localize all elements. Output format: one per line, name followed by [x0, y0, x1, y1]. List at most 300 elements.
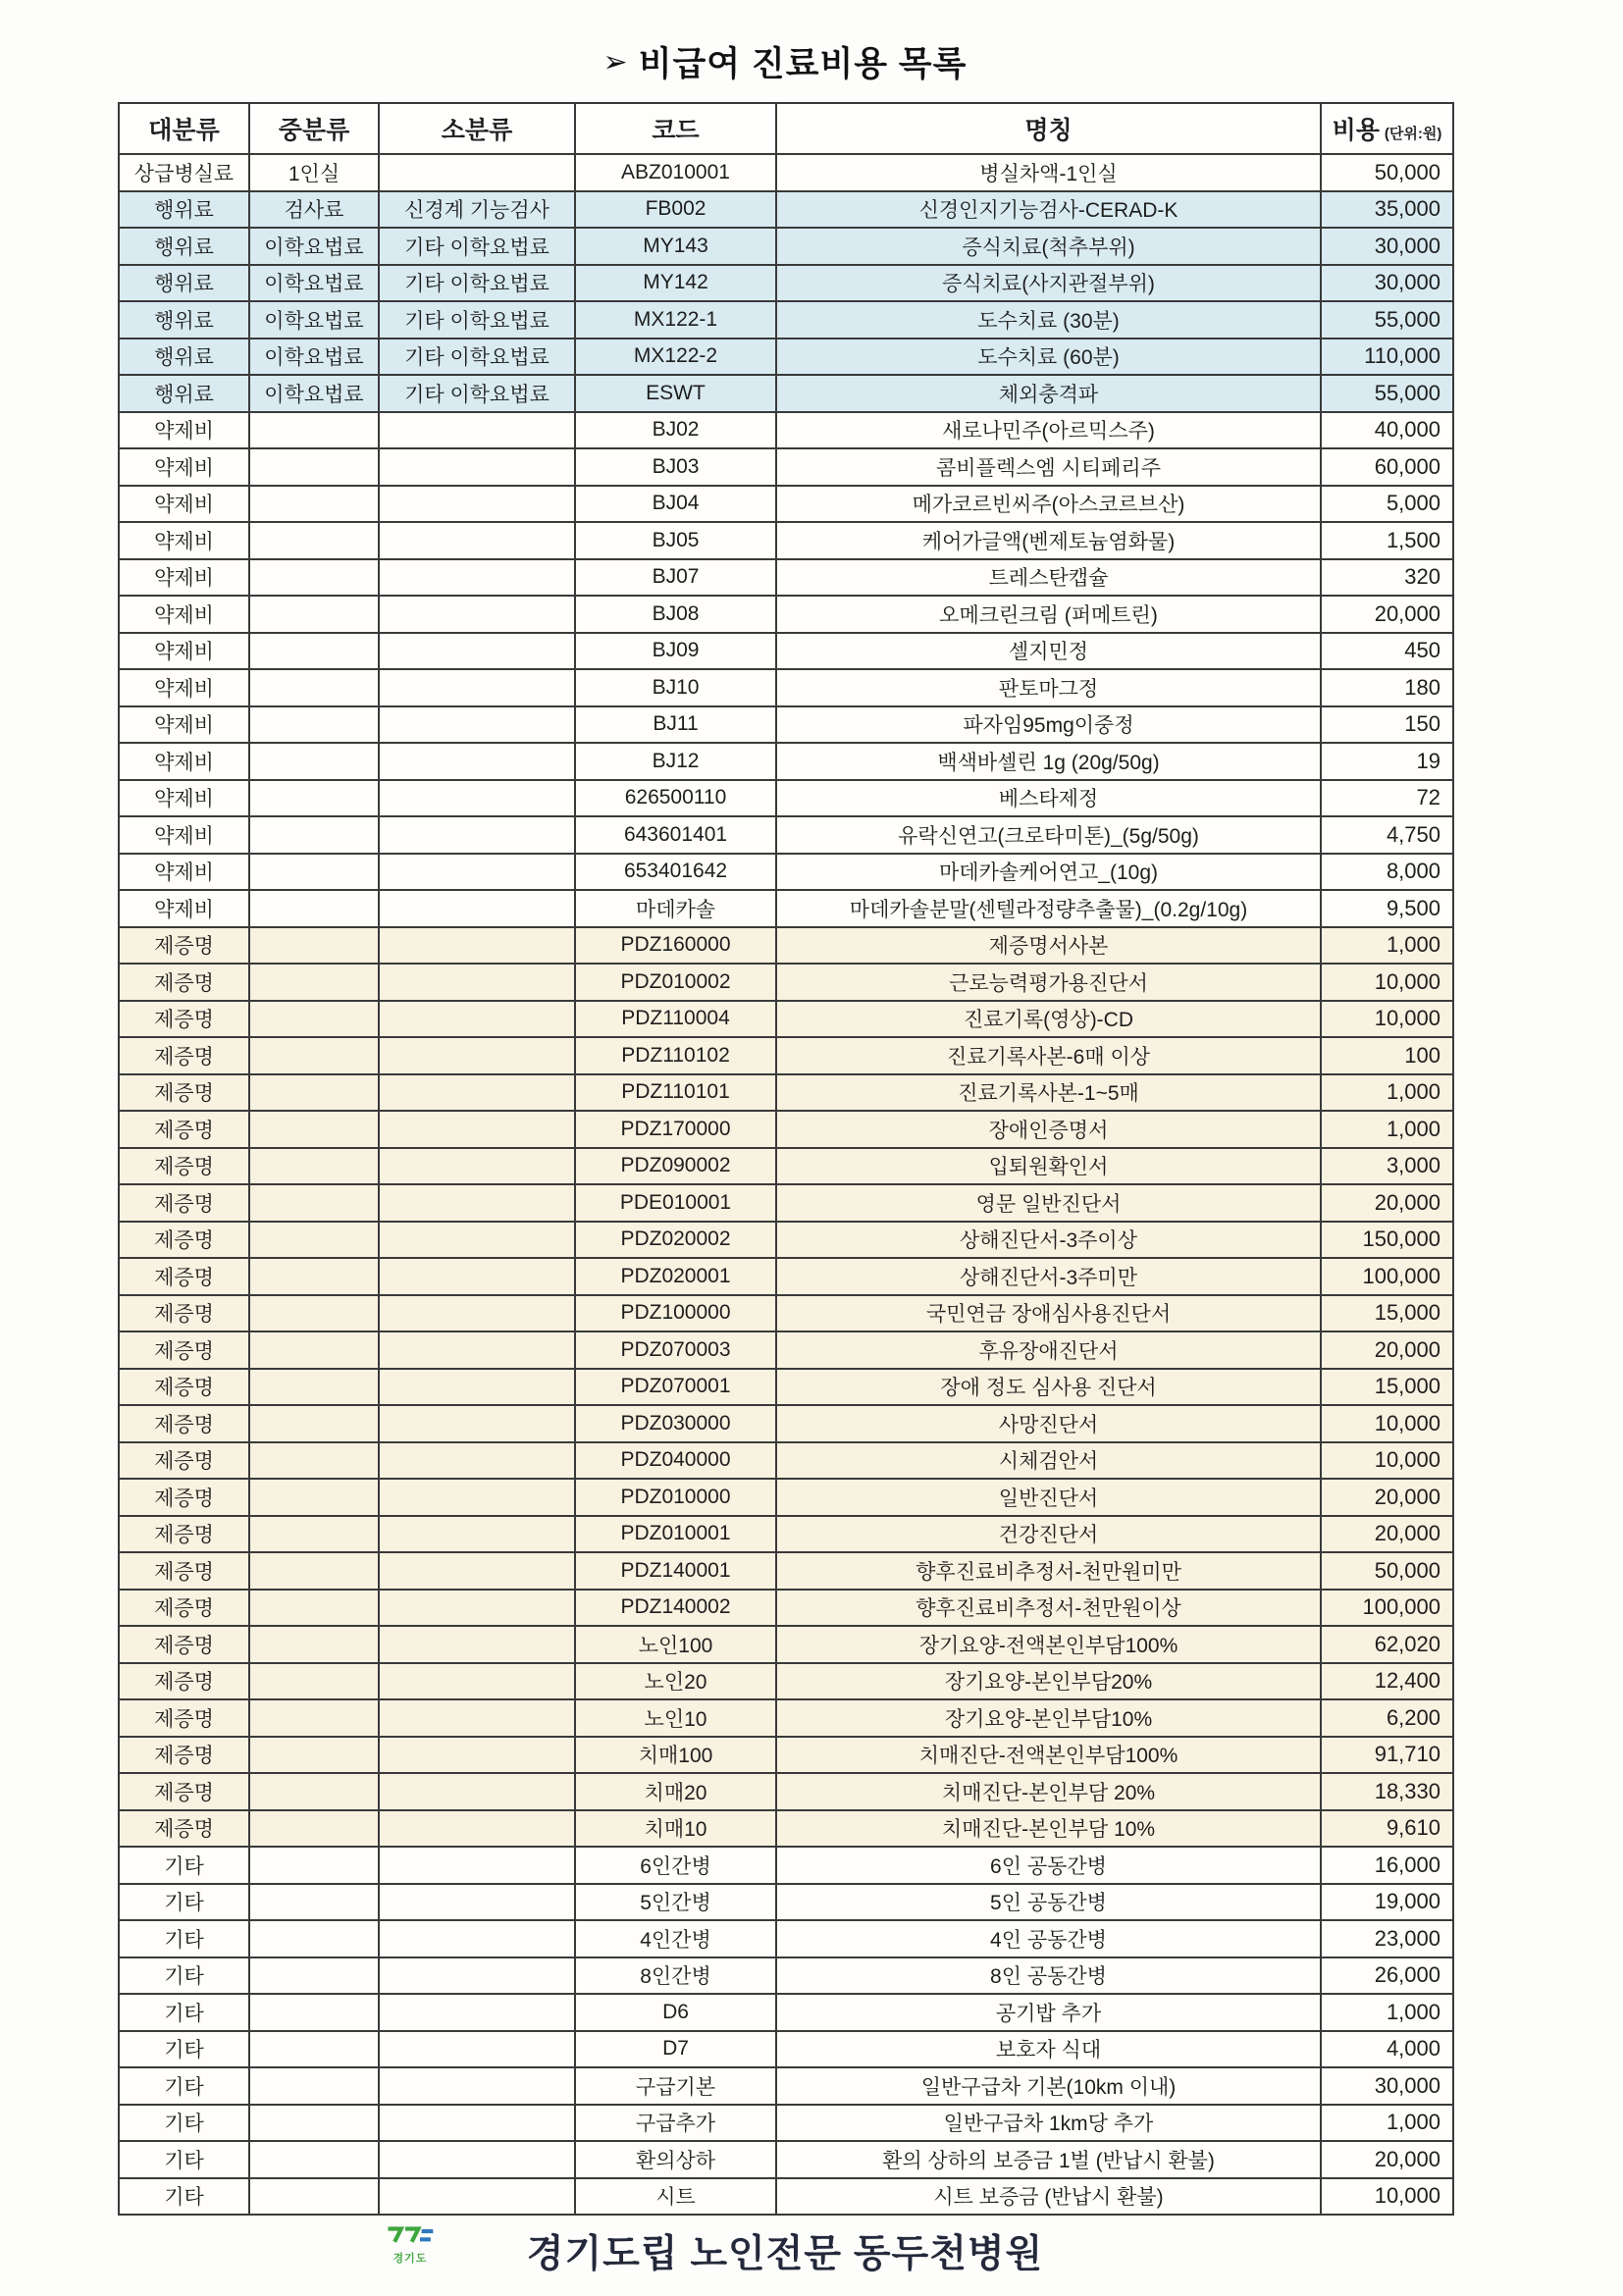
cell-subsubcategory: [379, 1699, 575, 1737]
cell-category: 약제비: [119, 780, 249, 817]
cell-category: 기타: [119, 1884, 249, 1921]
cell-name: 도수치료 (60분): [776, 339, 1321, 376]
cell-subcategory: [249, 927, 379, 965]
cell-cost: 320: [1321, 559, 1453, 597]
cell-subsubcategory: [379, 816, 575, 854]
cell-subcategory: [249, 669, 379, 706]
table-row: [119, 1331, 1453, 1369]
cell-subsubcategory: [379, 2141, 575, 2178]
table-row: [119, 412, 1453, 449]
cell-cost: 50,000: [1321, 1552, 1453, 1590]
column-header-name: 명칭: [776, 103, 1321, 154]
table-row: [119, 1369, 1453, 1406]
cell-code: 환의상하: [575, 2141, 776, 2178]
cell-cost: 23,000: [1321, 1920, 1453, 1957]
cell-code: 노인20: [575, 1663, 776, 1700]
cell-category: 기타: [119, 2105, 249, 2142]
cell-subcategory: [249, 854, 379, 891]
cell-category: 제증명: [119, 1479, 249, 1516]
cell-subsubcategory: [379, 448, 575, 486]
cell-name: 증식치료(사지관절부위): [776, 265, 1321, 302]
cell-subsubcategory: [379, 1405, 575, 1442]
cell-subsubcategory: 신경계 기능검사: [379, 191, 575, 229]
cell-category: 기타: [119, 2067, 249, 2105]
table-row: [119, 1001, 1453, 1038]
cell-code: ABZ010001: [575, 154, 776, 191]
cell-name: 체외충격파: [776, 375, 1321, 412]
cell-name: 베스타제정: [776, 780, 1321, 817]
cell-cost: 1,000: [1321, 2105, 1453, 2142]
cell-subcategory: [249, 1001, 379, 1038]
cell-category: 기타: [119, 1920, 249, 1957]
table-row: [119, 2178, 1453, 2216]
cell-code: PDZ110102: [575, 1037, 776, 1074]
cell-category: 제증명: [119, 1184, 249, 1222]
cell-subcategory: [249, 1920, 379, 1957]
cell-subsubcategory: [379, 1442, 575, 1480]
cell-code: 치매10: [575, 1810, 776, 1848]
cell-subsubcategory: [379, 1258, 575, 1295]
cell-cost: 50,000: [1321, 154, 1453, 191]
column-header-category: 대분류: [119, 103, 249, 154]
cell-code: BJ05: [575, 522, 776, 559]
cell-code: 4인간병: [575, 1920, 776, 1957]
cell-category: 제증명: [119, 1295, 249, 1332]
cell-name: 유락신연고(크로타미톤)_(5g/50g): [776, 816, 1321, 854]
cell-subcategory: [249, 890, 379, 927]
table-row: [119, 1847, 1453, 1884]
cell-code: 시트: [575, 2178, 776, 2216]
cell-cost: 450: [1321, 633, 1453, 670]
cell-code: 5인간병: [575, 1884, 776, 1921]
cell-subcategory: [249, 1773, 379, 1810]
cell-subsubcategory: [379, 486, 575, 523]
cell-name: 공기밥 추가: [776, 1994, 1321, 2031]
cell-name: 파자임95mg이중정: [776, 706, 1321, 744]
table-row: [119, 596, 1453, 633]
table-row: [119, 2141, 1453, 2178]
cell-category: 제증명: [119, 1663, 249, 1700]
cell-cost: 72: [1321, 780, 1453, 817]
cell-subcategory: [249, 1258, 379, 1295]
cell-name: 콤비플렉스엠 시티페리주: [776, 448, 1321, 486]
cell-subsubcategory: [379, 964, 575, 1001]
cell-name: 상해진단서-3주미만: [776, 1258, 1321, 1295]
cell-subsubcategory: [379, 1074, 575, 1112]
cell-subcategory: [249, 2178, 379, 2216]
table-row: [119, 1810, 1453, 1848]
cell-cost: 20,000: [1321, 1516, 1453, 1553]
cell-code: PDZ110004: [575, 1001, 776, 1038]
cell-subcategory: [249, 743, 379, 780]
cell-cost: 6,200: [1321, 1699, 1453, 1737]
cell-code: MY143: [575, 228, 776, 265]
cell-subsubcategory: [379, 1479, 575, 1516]
cell-category: 행위료: [119, 228, 249, 265]
cell-category: 약제비: [119, 854, 249, 891]
table-row: [119, 486, 1453, 523]
cell-category: 제증명: [119, 1516, 249, 1553]
cell-category: 제증명: [119, 1737, 249, 1774]
cell-cost: 20,000: [1321, 1331, 1453, 1369]
table-row: [119, 1920, 1453, 1957]
cell-code: 구급기본: [575, 2067, 776, 2105]
cell-cost: 20,000: [1321, 1184, 1453, 1222]
cell-code: PDZ140001: [575, 1552, 776, 1590]
cell-subcategory: [249, 1847, 379, 1884]
cell-code: PDZ040000: [575, 1442, 776, 1480]
table-row: [119, 1184, 1453, 1222]
cell-subsubcategory: [379, 1884, 575, 1921]
cell-cost: 26,000: [1321, 1957, 1453, 1995]
cell-name: 4인 공동간병: [776, 1920, 1321, 1957]
cell-name: 치매진단-전액본인부담100%: [776, 1737, 1321, 1774]
cell-name: 장기요양-전액본인부담100%: [776, 1626, 1321, 1663]
cell-subcategory: [249, 1222, 379, 1259]
cell-subsubcategory: [379, 1810, 575, 1848]
cell-code: BJ12: [575, 743, 776, 780]
cell-cost: 1,000: [1321, 1994, 1453, 2031]
cell-name: 장기요양-본인부담20%: [776, 1663, 1321, 1700]
cell-code: 653401642: [575, 854, 776, 891]
cell-cost: 180: [1321, 669, 1453, 706]
cell-subcategory: [249, 1074, 379, 1112]
table-row: [119, 1699, 1453, 1737]
cell-category: 기타: [119, 1994, 249, 2031]
cell-cost: 15,000: [1321, 1295, 1453, 1332]
cell-subcategory: [249, 2067, 379, 2105]
cell-cost: 110,000: [1321, 339, 1453, 376]
cell-subsubcategory: [379, 1037, 575, 1074]
cell-subcategory: 이학요법료: [249, 339, 379, 376]
table-row: [119, 1148, 1453, 1185]
cell-subsubcategory: [379, 743, 575, 780]
cell-name: 도수치료 (30분): [776, 301, 1321, 339]
table-row: [119, 816, 1453, 854]
cell-category: 약제비: [119, 743, 249, 780]
cell-category: 제증명: [119, 1074, 249, 1112]
cell-subsubcategory: 기타 이학요법료: [379, 339, 575, 376]
column-header-subsubcategory: 소분류: [379, 103, 575, 154]
cell-subsubcategory: [379, 1148, 575, 1185]
cell-code: 치매20: [575, 1773, 776, 1810]
cell-subsubcategory: 기타 이학요법료: [379, 265, 575, 302]
table-row: [119, 2067, 1453, 2105]
cell-name: 6인 공동간병: [776, 1847, 1321, 1884]
cell-cost: 4,750: [1321, 816, 1453, 854]
gyeonggi-logo-label: 경기도: [393, 2253, 428, 2265]
cell-cost: 150,000: [1321, 1222, 1453, 1259]
cell-subsubcategory: [379, 1957, 575, 1995]
table-row: [119, 1516, 1453, 1553]
cell-code: MX122-1: [575, 301, 776, 339]
cell-name: 신경인지기능검사-CERAD-K: [776, 191, 1321, 229]
cell-subsubcategory: [379, 1552, 575, 1590]
cell-code: ESWT: [575, 375, 776, 412]
cell-subsubcategory: 기타 이학요법료: [379, 375, 575, 412]
cell-subcategory: [249, 448, 379, 486]
cell-subsubcategory: [379, 1516, 575, 1553]
cell-subcategory: [249, 522, 379, 559]
cell-code: D7: [575, 2031, 776, 2068]
cell-subcategory: [249, 780, 379, 817]
cell-cost: 9,610: [1321, 1810, 1453, 1848]
cell-subcategory: [249, 1552, 379, 1590]
cell-cost: 15,000: [1321, 1369, 1453, 1406]
cell-name: 5인 공동간병: [776, 1884, 1321, 1921]
cell-subsubcategory: [379, 1590, 575, 1627]
cell-name: 장애인증명서: [776, 1111, 1321, 1148]
cell-code: BJ03: [575, 448, 776, 486]
table-row: [119, 1222, 1453, 1259]
table-row: [119, 375, 1453, 412]
cell-category: 약제비: [119, 669, 249, 706]
cell-category: 행위료: [119, 339, 249, 376]
table-header-row: [119, 103, 1453, 154]
cell-subsubcategory: [379, 890, 575, 927]
cell-cost: 10,000: [1321, 2178, 1453, 2216]
cell-category: 제증명: [119, 1626, 249, 1663]
cell-category: 약제비: [119, 559, 249, 597]
cell-name: 영문 일반진단서: [776, 1184, 1321, 1222]
cell-subsubcategory: [379, 522, 575, 559]
column-header-subcategory: 중분류: [249, 103, 379, 154]
cell-code: D6: [575, 1994, 776, 2031]
table-row: [119, 559, 1453, 597]
cell-subsubcategory: [379, 1111, 575, 1148]
table-row: [119, 1258, 1453, 1295]
table-row: [119, 854, 1453, 891]
table-row: [119, 265, 1453, 302]
cell-subcategory: [249, 1295, 379, 1332]
table-row: [119, 669, 1453, 706]
cell-cost: 100: [1321, 1037, 1453, 1074]
cell-subsubcategory: [379, 1847, 575, 1884]
cell-cost: 1,000: [1321, 927, 1453, 965]
cell-subcategory: [249, 2141, 379, 2178]
cell-code: PDZ020001: [575, 1258, 776, 1295]
cell-subsubcategory: [379, 669, 575, 706]
cell-category: 제증명: [119, 1552, 249, 1590]
cell-subcategory: 1인실: [249, 154, 379, 191]
table-row: [119, 1590, 1453, 1627]
cell-name: 장기요양-본인부담10%: [776, 1699, 1321, 1737]
cell-subsubcategory: [379, 154, 575, 191]
cell-category: 제증명: [119, 1810, 249, 1848]
cost-unit-label: (단위:원): [1384, 126, 1442, 142]
cell-subcategory: [249, 596, 379, 633]
cell-cost: 5,000: [1321, 486, 1453, 523]
cell-subsubcategory: [379, 412, 575, 449]
cell-name: 입퇴원확인서: [776, 1148, 1321, 1185]
cell-category: 상급병실료: [119, 154, 249, 191]
cell-name: 상해진단서-3주이상: [776, 1222, 1321, 1259]
table-row: [119, 1295, 1453, 1332]
cell-cost: 19: [1321, 743, 1453, 780]
table-row: [119, 339, 1453, 376]
cell-subcategory: [249, 706, 379, 744]
cell-category: 제증명: [119, 927, 249, 965]
cell-cost: 20,000: [1321, 596, 1453, 633]
cell-name: 시트 보증금 (반납시 환불): [776, 2178, 1321, 2216]
cell-code: 마데카솔: [575, 890, 776, 927]
cell-name: 장애 정도 심사용 진단서: [776, 1369, 1321, 1406]
table-row: [119, 780, 1453, 817]
cell-name: 치매진단-본인부담 20%: [776, 1773, 1321, 1810]
cell-category: 제증명: [119, 1699, 249, 1737]
cell-category: 기타: [119, 2178, 249, 2216]
cell-category: 제증명: [119, 1773, 249, 1810]
cell-name: 진료기록(영상)-CD: [776, 1001, 1321, 1038]
cell-name: 향후진료비추정서-천만원미만: [776, 1552, 1321, 1590]
cell-cost: 8,000: [1321, 854, 1453, 891]
cell-category: 제증명: [119, 1331, 249, 1369]
cell-name: 오메크린크림 (퍼메트린): [776, 596, 1321, 633]
cell-subcategory: [249, 1663, 379, 1700]
table-row: [119, 1957, 1453, 1995]
cell-cost: 30,000: [1321, 2067, 1453, 2105]
cell-subcategory: [249, 633, 379, 670]
table-row: [119, 927, 1453, 965]
cell-name: 백색바셀린 1g (20g/50g): [776, 743, 1321, 780]
arrowhead-icon: ➢: [602, 45, 629, 78]
table-row: [119, 633, 1453, 670]
cell-code: MX122-2: [575, 339, 776, 376]
cell-name: 일반진단서: [776, 1479, 1321, 1516]
cell-subsubcategory: [379, 854, 575, 891]
table-row: [119, 1111, 1453, 1148]
cell-code: PDZ140002: [575, 1590, 776, 1627]
cell-code: 구급추가: [575, 2105, 776, 2142]
table-row: [119, 964, 1453, 1001]
cell-category: 약제비: [119, 596, 249, 633]
cell-cost: 100,000: [1321, 1258, 1453, 1295]
cell-cost: 30,000: [1321, 265, 1453, 302]
cell-cost: 1,500: [1321, 522, 1453, 559]
cell-name: 시체검안서: [776, 1442, 1321, 1480]
cell-code: PDZ070001: [575, 1369, 776, 1406]
cell-subsubcategory: [379, 1920, 575, 1957]
cell-category: 약제비: [119, 522, 249, 559]
cell-category: 제증명: [119, 1590, 249, 1627]
cell-code: 6인간병: [575, 1847, 776, 1884]
cell-name: 후유장애진단서: [776, 1331, 1321, 1369]
page-title-text: 비급여 진료비용 목록: [638, 45, 968, 83]
cell-cost: 10,000: [1321, 1001, 1453, 1038]
cell-subcategory: [249, 2031, 379, 2068]
cell-code: BJ10: [575, 669, 776, 706]
table-row: [119, 522, 1453, 559]
cell-subsubcategory: [379, 1331, 575, 1369]
cell-code: 노인10: [575, 1699, 776, 1737]
table-row: [119, 706, 1453, 744]
cell-code: MY142: [575, 265, 776, 302]
cell-name: 셀지민정: [776, 633, 1321, 670]
cell-cost: 10,000: [1321, 1442, 1453, 1480]
table-row: [119, 301, 1453, 339]
cell-code: 치매100: [575, 1737, 776, 1774]
cell-name: 근로능력평가용진단서: [776, 964, 1321, 1001]
cell-code: BJ08: [575, 596, 776, 633]
cell-cost: 1,000: [1321, 1111, 1453, 1148]
cell-subsubcategory: [379, 1222, 575, 1259]
cell-category: 제증명: [119, 1222, 249, 1259]
cell-subsubcategory: [379, 2178, 575, 2216]
cell-subsubcategory: 기타 이학요법료: [379, 301, 575, 339]
fee-table: [118, 102, 1454, 2216]
cell-code: PDZ160000: [575, 927, 776, 965]
table-row: [119, 154, 1453, 191]
cell-category: 기타: [119, 1957, 249, 1995]
table-row: [119, 1074, 1453, 1112]
cell-category: 제증명: [119, 964, 249, 1001]
cell-subcategory: [249, 559, 379, 597]
cell-code: BJ04: [575, 486, 776, 523]
cell-name: 메가코르빈씨주(아스코르브산): [776, 486, 1321, 523]
cell-code: 626500110: [575, 780, 776, 817]
cell-name: 건강진단서: [776, 1516, 1321, 1553]
table-row: [119, 1626, 1453, 1663]
cell-name: 마데카솔케어연고_(10g): [776, 854, 1321, 891]
cell-subcategory: [249, 1479, 379, 1516]
cell-code: PDZ010000: [575, 1479, 776, 1516]
cell-subcategory: 이학요법료: [249, 375, 379, 412]
cell-subcategory: [249, 1037, 379, 1074]
cell-subcategory: [249, 1442, 379, 1480]
cell-subcategory: [249, 1884, 379, 1921]
cell-code: 노인100: [575, 1626, 776, 1663]
cell-subsubcategory: [379, 2067, 575, 2105]
cell-cost: 20,000: [1321, 2141, 1453, 2178]
cell-category: 행위료: [119, 301, 249, 339]
cell-category: 행위료: [119, 375, 249, 412]
cell-cost: 18,330: [1321, 1773, 1453, 1810]
cell-cost: 10,000: [1321, 1405, 1453, 1442]
cell-category: 제증명: [119, 1405, 249, 1442]
cell-cost: 16,000: [1321, 1847, 1453, 1884]
cell-subsubcategory: [379, 1001, 575, 1038]
cell-name: 환의 상하의 보증금 1벌 (반납시 환불): [776, 2141, 1321, 2178]
cell-subsubcategory: [379, 1369, 575, 1406]
cell-subsubcategory: [379, 1295, 575, 1332]
cell-cost: 62,020: [1321, 1626, 1453, 1663]
cell-category: 제증명: [119, 1369, 249, 1406]
cell-subcategory: 검사료: [249, 191, 379, 229]
cell-name: 트레스탄캡슐: [776, 559, 1321, 597]
cell-category: 행위료: [119, 265, 249, 302]
cell-category: 약제비: [119, 890, 249, 927]
cell-category: 제증명: [119, 1001, 249, 1038]
cell-cost: 20,000: [1321, 1479, 1453, 1516]
cell-subcategory: [249, 412, 379, 449]
cell-subcategory: [249, 1405, 379, 1442]
cell-category: 기타: [119, 2141, 249, 2178]
cell-code: PDZ170000: [575, 1111, 776, 1148]
cell-cost: 60,000: [1321, 448, 1453, 486]
cell-code: 643601401: [575, 816, 776, 854]
cell-category: 약제비: [119, 412, 249, 449]
cell-cost: 40,000: [1321, 412, 1453, 449]
cell-cost: 12,400: [1321, 1663, 1453, 1700]
table-row: [119, 1773, 1453, 1810]
cell-code: BJ02: [575, 412, 776, 449]
cell-code: PDZ110101: [575, 1074, 776, 1112]
cell-subsubcategory: 기타 이학요법료: [379, 228, 575, 265]
cell-name: 국민연금 장애심사용진단서: [776, 1295, 1321, 1332]
table-row: [119, 1737, 1453, 1774]
cell-name: 케어가글액(벤제토늄염화물): [776, 522, 1321, 559]
cell-subcategory: [249, 1737, 379, 1774]
